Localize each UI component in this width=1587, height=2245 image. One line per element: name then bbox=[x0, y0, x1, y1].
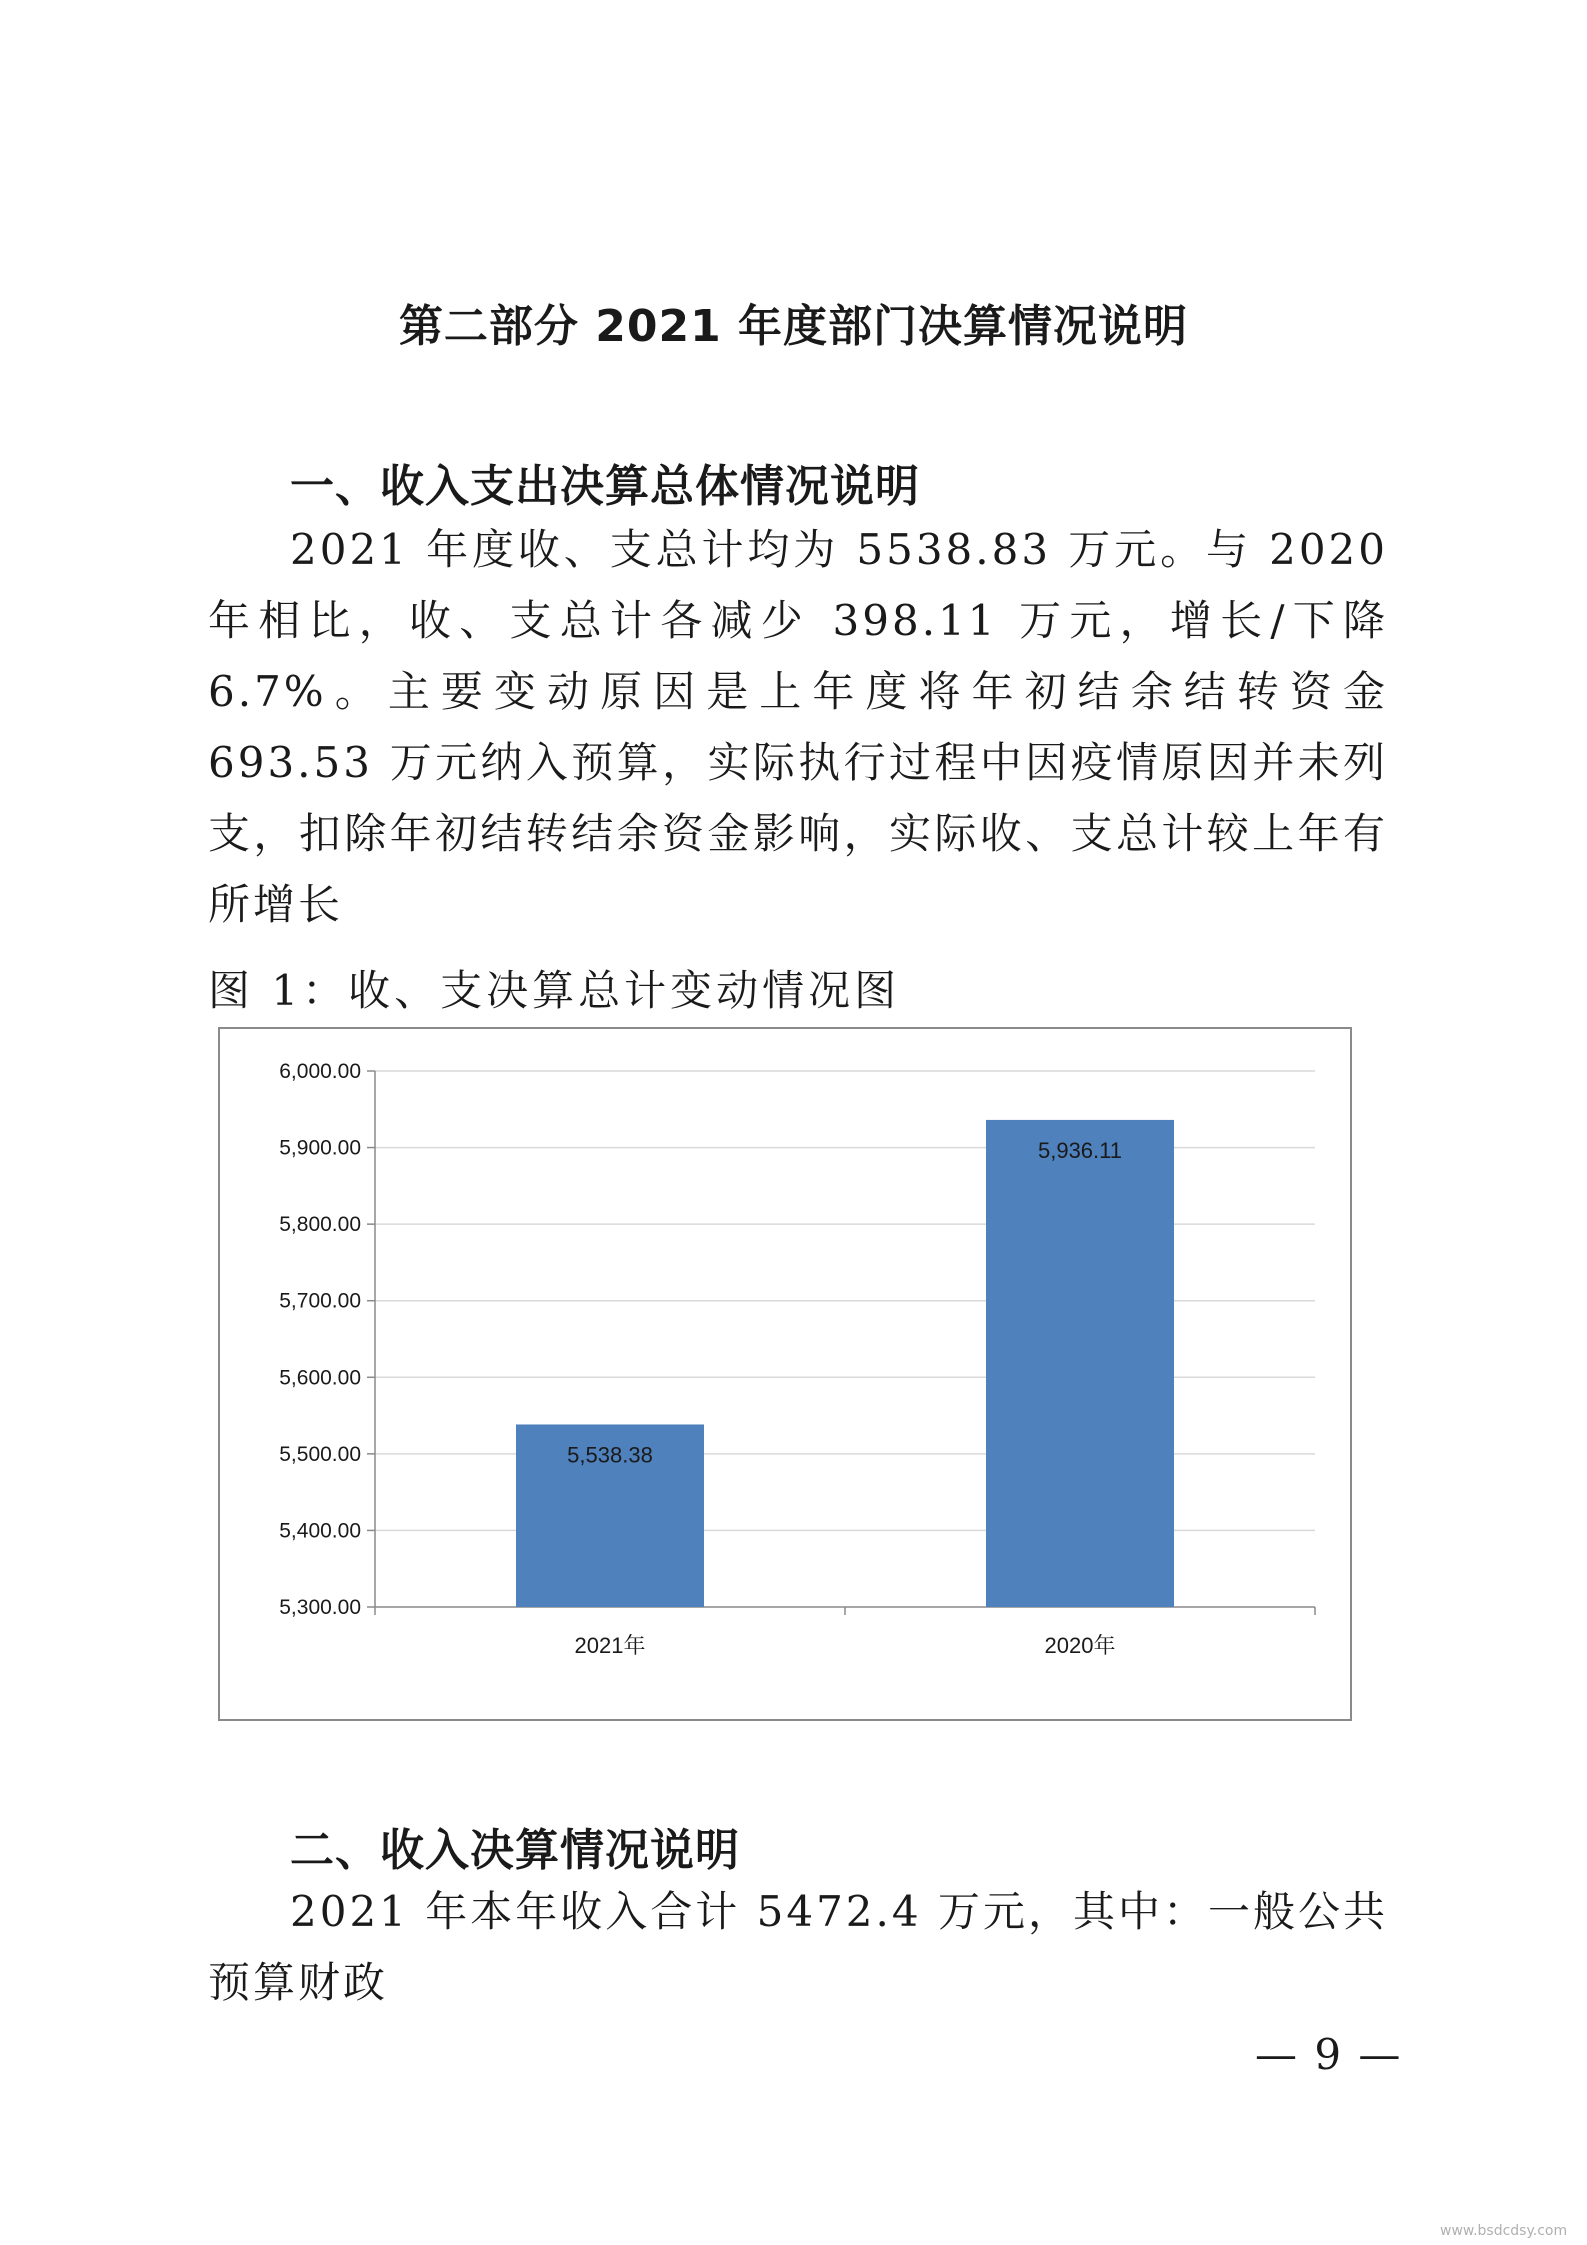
watermark: www.bsdcdsy.com bbox=[1440, 2223, 1568, 2239]
y-tick-label: 6,000.00 bbox=[279, 1060, 361, 1083]
chart-frame bbox=[218, 1027, 1352, 1721]
y-tick-label: 5,300.00 bbox=[279, 1596, 361, 1619]
y-tick-label: 5,400.00 bbox=[279, 1519, 361, 1543]
section-2-text: 2021 年本年收入合计 5472.4 万元，其中：一般公共预算财政 bbox=[208, 1887, 1388, 2007]
y-tick-label: 5,900.00 bbox=[279, 1136, 361, 1160]
page-title: 第二部分 2021 年度部门决算情况说明 bbox=[398, 301, 1189, 352]
bar-2020年 bbox=[986, 1120, 1174, 1607]
x-tick-label: 2021年 bbox=[574, 1633, 646, 1658]
y-tick-label: 5,600.00 bbox=[279, 1366, 361, 1390]
section-1-paragraph bbox=[208, 514, 1388, 940]
y-tick-label: 5,500.00 bbox=[279, 1442, 361, 1466]
data-label: 5,538.38 bbox=[567, 1442, 653, 1468]
section-1-text: 2021 年度收、支总计均为 5538.83 万元。与 2020 年相比，收、支总计各减少 398.11 万元，增长/下降 6.7%。主要变动原因是上年度将年初结余结转资金 693.53 万元纳入预算，实际执行过程中因疫情原因并未列支，扣除年初结转结余资金影响，实际收、支总计较上年有所增长 bbox=[208, 525, 1388, 929]
figure-caption: 图 1：收、支决算总计变动情况图 bbox=[208, 966, 901, 1015]
section-2-paragraph bbox=[208, 1876, 1388, 2018]
section-2-heading: 二、收入决算情况说明 bbox=[290, 1825, 740, 1876]
section-1-heading: 一、收入支出决算总体情况说明 bbox=[290, 461, 920, 512]
y-tick-label: 5,700.00 bbox=[279, 1289, 361, 1313]
y-tick-label: 5,800.00 bbox=[279, 1213, 361, 1237]
page-number: — 9 — bbox=[1255, 2030, 1403, 2079]
data-label: 5,936.11 bbox=[1037, 1137, 1123, 1163]
bar-chart bbox=[220, 1029, 1350, 1719]
x-tick-label: 2020年 bbox=[1044, 1633, 1116, 1658]
